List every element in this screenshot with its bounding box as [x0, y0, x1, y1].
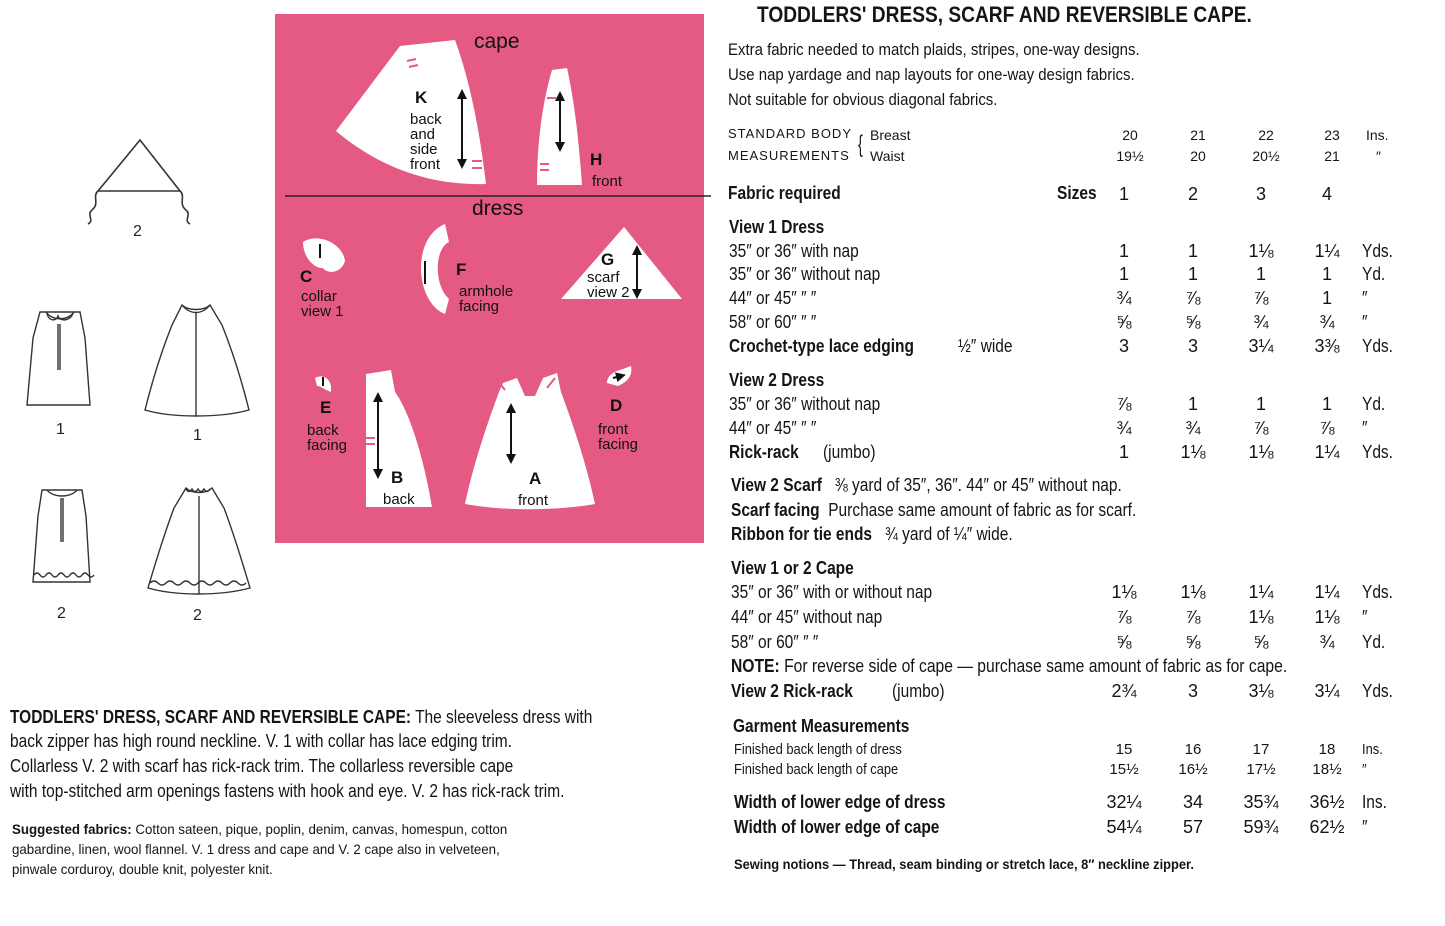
note-line3: Not suitable for obvious diagonal fabrics. — [728, 90, 998, 109]
scarf-line3 — [731, 524, 1013, 545]
cape-section-title: cape — [474, 30, 520, 53]
view1-dress-row-unit: Yd. — [1362, 264, 1386, 284]
scarf-heading: View 2 Scarf — [731, 475, 822, 495]
cape-row-unit: Yd. — [1362, 632, 1386, 652]
width-row-unit: ″ — [1362, 817, 1368, 837]
breast-size3: 22 — [1258, 127, 1274, 143]
cape-row-label: 44″ or 45″ without nap — [731, 607, 883, 627]
cape-row-value: ⅝ — [1185, 632, 1201, 652]
size-column-header: 2 — [1187, 184, 1198, 204]
fabrics-text1: Cotton sateen, pique, poplin, denim, canvas, homespun, cotton — [135, 821, 508, 837]
view1-dress-row-value: 1 — [1187, 264, 1198, 284]
piece-d-letter: D — [610, 396, 623, 415]
cape-rick-rack-sub: (jumbo) — [892, 681, 945, 701]
width-row-label: Width of lower edge of cape — [734, 817, 940, 837]
description-line1 — [10, 705, 592, 729]
width-row-value: 36½ — [1309, 792, 1345, 812]
lace-edging-value: 3 — [1118, 336, 1129, 356]
garment-row-value: 15½ — [1109, 761, 1139, 778]
breast-unit: Ins. — [1366, 127, 1389, 143]
piece-e-line2: facing — [307, 437, 348, 454]
breast-size2: 21 — [1190, 127, 1206, 143]
piece-k-line2: and — [410, 126, 436, 143]
view2-dress-row-value: ¾ — [1116, 418, 1132, 438]
fabrics-line3: pinwale corduroy, double knit, polyester knit. — [12, 861, 273, 877]
piece-c-line1: collar — [301, 288, 337, 305]
lace-edging-value: 3 — [1187, 336, 1198, 356]
cape-row-label: 35″ or 36″ with or without nap — [731, 582, 933, 602]
body-measurements-label1: STANDARD BODY — [728, 126, 852, 141]
view2-rick-rack-unit: Yds. — [1362, 442, 1393, 462]
view2-dress-row-value: ⅞ — [1253, 418, 1269, 438]
fabrics-line2: gabardine, linen, wool flannel. V. 1 dress and cape and V. 2 cape also in velveteen, — [12, 841, 500, 857]
cape-row-value: 1⅛ — [1180, 582, 1206, 602]
cape-view1-sketch — [145, 305, 249, 416]
size-column-header: 1 — [1118, 184, 1129, 204]
cape-row-value: 1¼ — [1314, 582, 1340, 602]
piece-k-line3: side — [410, 141, 438, 158]
view1-dress-row-value: ¾ — [1116, 288, 1132, 308]
cape-rick-rack-value: 2¾ — [1111, 681, 1137, 701]
view1-dress-row-value: ⅝ — [1116, 312, 1132, 332]
piece-b-line1: back — [383, 491, 415, 508]
cape-row-value: ⅞ — [1185, 607, 1201, 627]
view2-dress-row-label: 35″ or 36″ without nap — [729, 394, 881, 414]
piece-e-back-facing — [315, 376, 331, 392]
piece-k-letter: K — [415, 88, 428, 107]
view1-dress-row-label: 35″ or 36″ with nap — [729, 241, 859, 261]
view1-dress-row-label: 44″ or 45″ ″ ″ — [729, 288, 817, 308]
view1-dress-row-unit: ″ — [1362, 312, 1368, 332]
scarf-facing-text: Purchase same amount of fabric as for scarf. — [828, 500, 1137, 520]
dress-view2-number: 2 — [57, 605, 66, 622]
cape-row-value: 1⅛ — [1248, 607, 1274, 627]
width-row-value: 34 — [1182, 792, 1204, 812]
view2-dress-row-value: ⅞ — [1319, 418, 1335, 438]
view1-dress-row-value: 1 — [1118, 264, 1129, 284]
note-line1: Extra fabric needed to match plaids, stripes, one-way designs. — [728, 40, 1140, 59]
view2-rick-rack-value: 1 — [1118, 442, 1129, 462]
cape-row-label: 58″ or 60″ ″ ″ — [731, 632, 819, 652]
waist-label: Waist — [870, 148, 905, 164]
width-row-label: Width of lower edge of dress — [734, 792, 946, 812]
waist-size1: 19½ — [1116, 148, 1144, 164]
dress-view2-sketch — [33, 490, 94, 582]
garment-row-value: 17½ — [1246, 761, 1276, 778]
view2-rick-rack-sub: (jumbo) — [823, 442, 876, 462]
description-line2: back zipper has high round neckline. V. 1 with collar has lace edging trim. — [10, 731, 512, 751]
cape-view2-sketch — [148, 488, 250, 594]
view1-dress-row-value: 1 — [1321, 264, 1332, 284]
view1-dress-row-value: 1 — [1321, 288, 1332, 308]
cape-note — [731, 656, 1287, 677]
width-row-value: 32¼ — [1106, 792, 1142, 812]
piece-f-line1: armhole — [459, 283, 514, 300]
waist-size3: 20½ — [1252, 148, 1280, 164]
view1-dress-row-value: ⅝ — [1185, 312, 1201, 332]
width-row-value: 35¾ — [1243, 792, 1279, 812]
view2-rick-rack-value: 1¼ — [1314, 442, 1340, 462]
scarf-view-number: 2 — [133, 223, 142, 240]
sizes-label: Sizes — [1057, 183, 1097, 203]
view1-dress-row-value: 1 — [1118, 241, 1129, 261]
size-column-header: 4 — [1321, 184, 1332, 204]
cape-rick-rack-label: View 2 Rick-rack — [731, 681, 853, 701]
scarf-sketch — [88, 140, 190, 224]
waist-size2: 20 — [1190, 148, 1206, 164]
piece-d-line1: front — [598, 421, 629, 438]
view2-dress-row-unit: Yd. — [1362, 394, 1386, 414]
cape-row-value: ¾ — [1319, 632, 1335, 652]
garment-heading: Garment Measurements — [733, 716, 910, 736]
view1-dress-row-unit: ″ — [1362, 288, 1368, 308]
cape-view2-number: 2 — [193, 607, 202, 624]
piece-f-letter: F — [456, 260, 467, 279]
piece-f-armhole-facing — [421, 224, 449, 314]
view1-dress-row-unit: Yds. — [1362, 241, 1393, 261]
view1-dress-heading: View 1 Dress — [729, 217, 825, 237]
width-row-unit: Ins. — [1362, 792, 1387, 812]
garment-sketches — [0, 120, 275, 640]
view2-dress-heading: View 2 Dress — [729, 370, 825, 390]
cape-row-unit: ″ — [1362, 607, 1368, 627]
cape-row-value: ⅝ — [1116, 632, 1132, 652]
size-column-header: 3 — [1255, 184, 1266, 204]
piece-a-letter: A — [529, 469, 542, 488]
cape-note-label: NOTE: — [731, 656, 780, 676]
lace-edging-value: 3⅜ — [1314, 336, 1340, 356]
dress-view1-sketch — [27, 312, 90, 405]
piece-d-line2: facing — [598, 436, 639, 453]
breast-size1: 20 — [1122, 127, 1138, 143]
garment-row-value: 16½ — [1178, 761, 1208, 778]
view1-dress-row-label: 35″ or 36″ without nap — [729, 264, 881, 284]
note-line2: Use nap yardage and nap layouts for one-way design fabrics. — [728, 65, 1135, 84]
piece-h-letter: H — [590, 150, 603, 169]
scarf-yardage: ⅜ yard of 35″, 36″. 44″ or 45″ without nap. — [834, 475, 1122, 495]
piece-a-front — [465, 373, 595, 509]
lace-edging-unit: Yds. — [1362, 336, 1393, 356]
view1-dress-row-value: ¾ — [1319, 312, 1335, 332]
cape-rick-rack-unit: Yds. — [1362, 681, 1393, 701]
scarf-line1 — [731, 475, 1122, 496]
garment-row-label: Finished back length of dress — [734, 741, 902, 758]
lace-edging-width: ½″ wide — [958, 336, 1013, 356]
garment-row-unit: ″ — [1362, 761, 1367, 778]
lace-edging-label: Crochet-type lace edging — [729, 336, 914, 356]
view1-dress-row-value: 1 — [1187, 241, 1198, 261]
ribbon-text: ¾ yard of ¼″ wide. — [884, 524, 1013, 544]
scarf-line2 — [731, 500, 1136, 521]
piece-g-line1: scarf — [587, 269, 620, 286]
breast-label: Breast — [870, 127, 911, 143]
width-row-value: 59¾ — [1243, 817, 1279, 837]
piece-c-line2: view 1 — [301, 303, 344, 320]
cape-rick-rack-value: 3 — [1187, 681, 1198, 701]
width-row-value: 57 — [1182, 817, 1204, 837]
fabrics-label: Suggested fabrics: — [12, 821, 132, 837]
garment-row-value: 16 — [1184, 741, 1202, 758]
piece-f-line2: facing — [459, 298, 500, 315]
width-row-value: 54¼ — [1106, 817, 1142, 837]
cape-rick-rack-value: 3¼ — [1314, 681, 1340, 701]
description-title: TODDLERS' DRESS, SCARF AND REVERSIBLE CAPE: — [10, 707, 412, 727]
piece-h-cape-front — [537, 68, 582, 185]
cape-heading: View 1 or 2 Cape — [731, 558, 854, 578]
cape-view1-number: 1 — [193, 427, 202, 444]
view2-dress-row-value: 1 — [1321, 394, 1332, 414]
pattern-pieces — [275, 14, 711, 543]
piece-e-letter: E — [320, 398, 332, 417]
view1-dress-row-value: 1⅛ — [1248, 241, 1274, 261]
view2-dress-row-unit: ″ — [1362, 418, 1368, 438]
view2-dress-row-value: ⅞ — [1116, 394, 1132, 414]
garment-row-label: Finished back length of cape — [734, 761, 899, 778]
view1-dress-row-value: 1¼ — [1314, 241, 1340, 261]
body-measurements-label2: MEASUREMENTS — [728, 148, 850, 163]
sewing-notions: Sewing notions — Thread, seam binding or stretch lace, 8″ neckline zipper. — [734, 856, 1194, 872]
page-title: TODDLERS' DRESS, SCARF AND REVERSIBLE CAPE. — [757, 2, 1252, 27]
description-line4: with top-stitched arm openings fastens with hook and eye. V. 2 has rick-rack trim. — [10, 781, 565, 801]
dress-view1-number: 1 — [56, 421, 65, 438]
piece-g-line2: view 2 — [587, 284, 630, 301]
view2-dress-row-value: ¾ — [1185, 418, 1201, 438]
garment-row-value: 17 — [1252, 741, 1270, 758]
view1-dress-row-label: 58″ or 60″ ″ ″ — [729, 312, 817, 332]
cape-rick-rack-value: 3⅛ — [1248, 681, 1274, 701]
waist-size4: 21 — [1324, 148, 1340, 164]
piece-k-line4: front — [410, 156, 441, 173]
fabrics-line1 — [12, 821, 507, 837]
piece-h-line1: front — [592, 173, 623, 190]
piece-e-line1: back — [307, 422, 339, 439]
cape-row-value: 1⅛ — [1111, 582, 1137, 602]
dress-section-title: dress — [472, 197, 524, 220]
view1-dress-row-value: ⅞ — [1185, 288, 1201, 308]
waist-unit: ″ — [1376, 148, 1381, 164]
garment-row-value: 18½ — [1312, 761, 1342, 778]
garment-row-unit: Ins. — [1362, 741, 1383, 758]
lace-edging-value: 3¼ — [1248, 336, 1274, 356]
piece-g-letter: G — [601, 250, 615, 269]
garment-row-value: 18 — [1318, 741, 1336, 758]
brace-icon: { — [858, 131, 863, 158]
view1-dress-row-value: ⅞ — [1253, 288, 1269, 308]
view2-rick-rack-value: 1⅛ — [1180, 442, 1206, 462]
scarf-facing-heading: Scarf facing — [731, 500, 820, 520]
piece-k-line1: back — [410, 111, 442, 128]
description-line3: Collarless V. 2 with scarf has rick-rack trim. The collarless reversible cape — [10, 756, 514, 776]
cape-row-value: 1⅛ — [1314, 607, 1340, 627]
piece-b-letter: B — [391, 468, 404, 487]
cape-note-text: For reverse side of cape — purchase same amount of fabric as for cape. — [784, 656, 1288, 676]
cape-row-value: ⅞ — [1116, 607, 1132, 627]
ribbon-heading: Ribbon for tie ends — [731, 524, 873, 544]
piece-a-line1: front — [518, 492, 549, 509]
view1-dress-row-value: 1 — [1255, 264, 1266, 284]
breast-size4: 23 — [1324, 127, 1340, 143]
view2-dress-row-label: 44″ or 45″ ″ ″ — [729, 418, 817, 438]
cape-row-value: 1¼ — [1248, 582, 1274, 602]
cape-row-unit: Yds. — [1362, 582, 1393, 602]
piece-c-letter: C — [300, 267, 313, 286]
view2-rick-rack-label: Rick-rack — [729, 442, 799, 462]
view2-dress-row-value: 1 — [1255, 394, 1266, 414]
width-row-value: 62½ — [1309, 817, 1345, 837]
piece-d-front-facing — [607, 366, 631, 386]
view2-rick-rack-value: 1⅛ — [1248, 442, 1274, 462]
description-text1: The sleeveless dress with — [415, 707, 593, 727]
view2-dress-row-value: 1 — [1187, 394, 1198, 414]
cape-row-value: ⅝ — [1253, 632, 1269, 652]
garment-row-value: 15 — [1115, 741, 1133, 758]
view1-dress-row-value: ¾ — [1253, 312, 1269, 332]
fabric-required-label: Fabric required — [728, 183, 841, 203]
